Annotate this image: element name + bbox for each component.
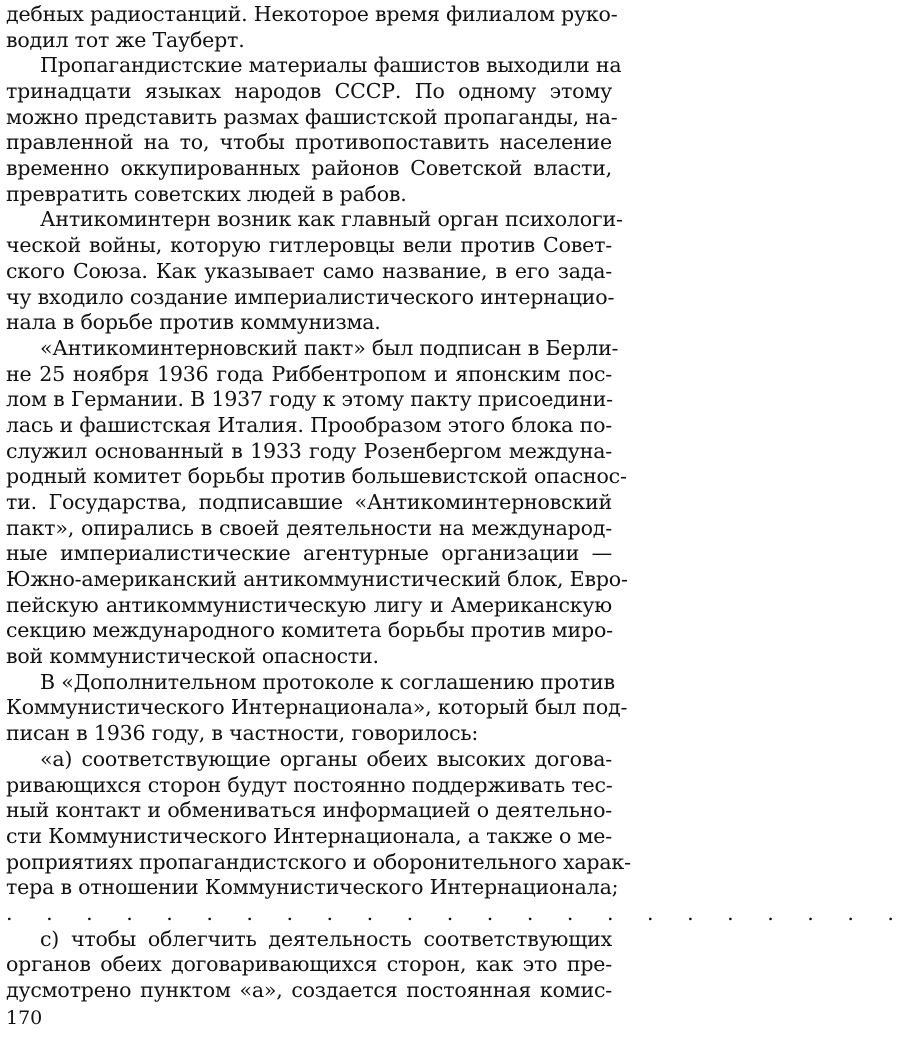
text-line: водил тот же Тауберт. [6, 27, 245, 52]
quote-line: ривающихся сторон будут постоянно поддерживать тес- [6, 772, 613, 797]
quote-line: ный контакт и обмениваться информацией о деятельно- [6, 798, 612, 823]
quote-line: органов обеих договаривающихся сторон, как это пре- [6, 952, 612, 977]
text-line: можно представить размах фашистской пропаганды, на- [6, 104, 618, 129]
text-line: превратить советских людей в рабов. [6, 181, 407, 206]
text-line: не 25 ноября 1936 года Риббентропом и японским пос- [6, 361, 612, 386]
text-line: родный комитет борьбы против большевистской опаснос- [6, 464, 627, 489]
text-line: ческой войны, которую гитлеровцы вели против Совет- [6, 233, 612, 258]
text-line: вой коммунистической опасности. [6, 644, 379, 669]
quote-line: тера в отношении Коммунистического Интернационала; [6, 875, 619, 900]
text-line: лась и фашистская Италия. Прообразом этого блока по- [6, 412, 612, 437]
text-line: Антикоминтерн возник как главный орган психологи- [40, 207, 623, 232]
text-line: чу входило создание империалистического интернацио- [6, 284, 615, 309]
text-line: писан в 1936 году, в частности, говорилось: [6, 721, 479, 746]
text-line: тринадцати языках народов СССР. По одному этому [6, 79, 612, 104]
text-line: Южно-американский антикоммунистический блок, Евро- [6, 567, 628, 592]
quote-line: с) чтобы облегчить деятельность соответствующих [40, 926, 612, 951]
text-line: В «Дополнительном протоколе к соглашению против [40, 669, 615, 694]
quote-line: дусмотрено пунктом «а», создается постоянная комис- [6, 978, 612, 1002]
text-line: секцию международного комитета борьбы против миро- [6, 618, 613, 643]
quote-line: «а) соответствующие органы обеих высоких догова- [40, 746, 612, 771]
text-line: «Антикоминтерновский пакт» был подписан в Берли- [40, 335, 619, 360]
text-line: временно оккупированных районов Советской власти, [6, 156, 612, 181]
text-line: лом в Германии. В 1937 году к этому пакту присоедини- [6, 387, 613, 412]
text-line: ные империалистические агентурные организации — [6, 541, 612, 566]
book-page [6, 0, 907, 1034]
text-line: пейскую антикоммунистическую лигу и Американскую [6, 592, 612, 617]
text-line: нала в борьбе против коммунизма. [6, 310, 381, 335]
quote-line: роприятиях пропагандистского и оборонительного харак- [6, 849, 631, 874]
page-number: 170 [6, 1007, 43, 1029]
text-line: ти. Государства, подписавшие «Антикоминтерновский [6, 490, 612, 514]
text-line: Пропагандистские материалы фашистов выходили на [40, 53, 622, 78]
ellipsis-row: . . . . . . . . . . . . . . . . . . . . . . . [6, 900, 907, 925]
text-line: пакт», опирались в своей деятельности на международ- [6, 515, 612, 540]
text-line: ского Союза. Как указывает само название, в его зада- [6, 258, 612, 283]
text-line: Коммунистического Интернационала», который был под- [6, 695, 628, 720]
text-line: правленной на то, чтобы противопоставить население [6, 130, 612, 155]
quote-line: сти Коммунистического Интернационала, а также о ме- [6, 823, 612, 848]
text-line: дебных радиостанций. Некоторое время филиалом руко- [6, 2, 618, 26]
text-line: служил основанный в 1933 году Розенбергом междуна- [6, 438, 612, 463]
